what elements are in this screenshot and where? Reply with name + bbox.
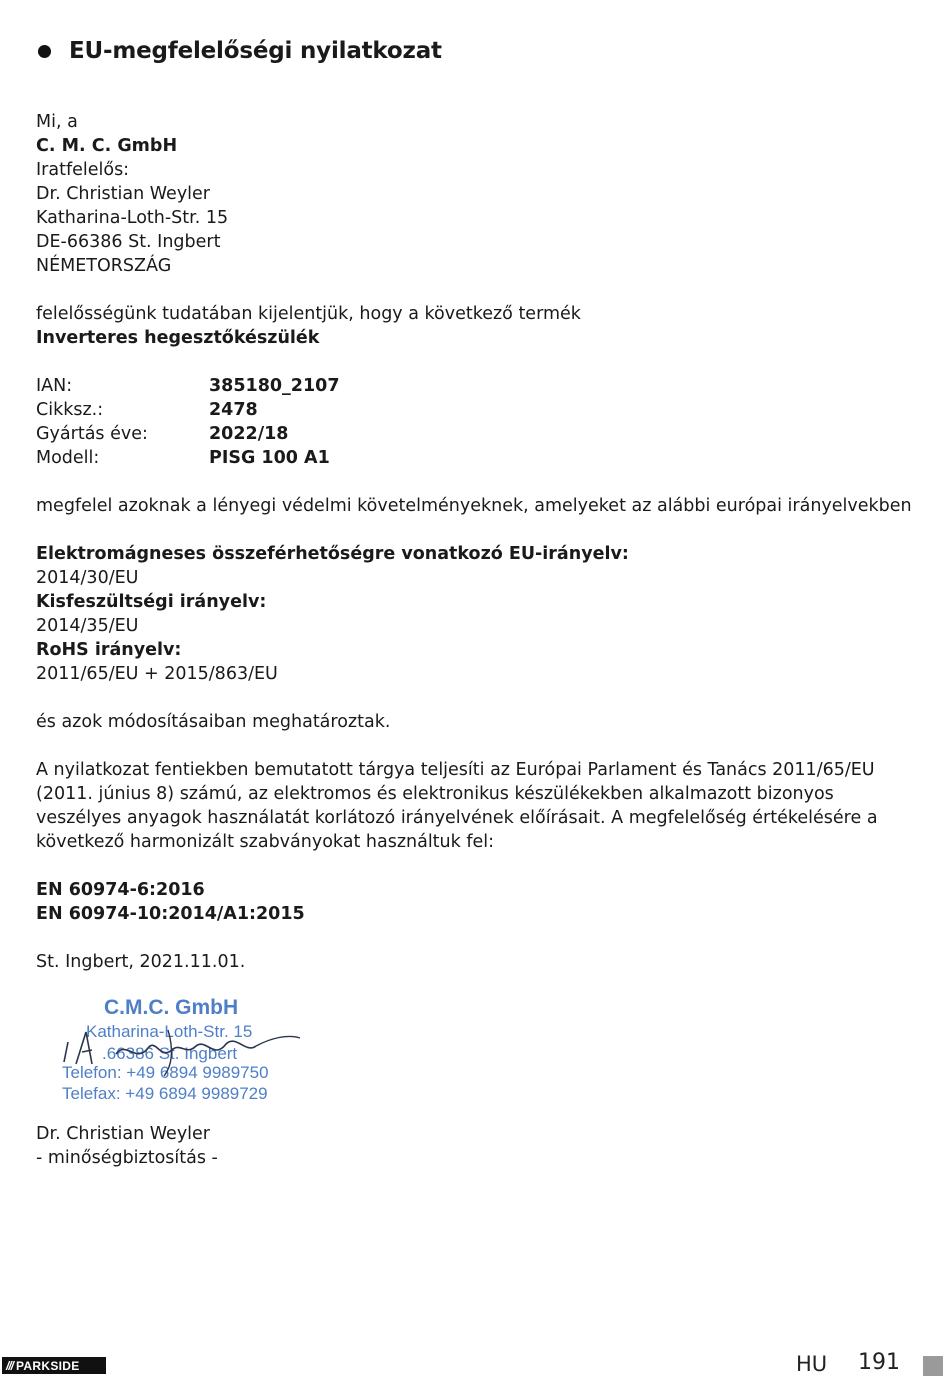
conformity-text: megfelel azoknak a lényegi védelmi követelményeknek, amelyeket az alábbi európai irányelvekben [36,496,912,516]
directive-code: 2014/35/EU [36,616,139,636]
signatory-role: - minőségbiztosítás - [36,1148,218,1168]
stamp-street: Katharina-Loth-Str. 15 [86,1022,253,1041]
spec-value: PISG 100 A1 [209,448,330,468]
declaration-text: felelősségünk tudatában kijelentjük, hogy a következő termék [36,304,581,324]
directive-code: 2011/65/EU + 2015/863/EU [36,664,278,684]
bullet-icon [38,45,51,58]
heading-text: EU-megfelelőségi nyilatkozat [69,38,442,64]
address-country: NÉMETORSZÁG [36,256,172,276]
page-marker [923,1356,943,1376]
signatory-name: Dr. Christian Weyler [36,1124,211,1144]
declaration-body [36,110,916,974]
stamp-city: .66386 St. Ingbert [102,1044,238,1063]
spec-value: 385180_2107 [209,376,340,396]
spec-value: 2022/18 [209,424,289,444]
amendments-text: és azok módosításaiban meghatároztak. [36,712,391,732]
language-code: HU [796,1352,828,1376]
directive-name: Elektromágneses összeférhetőségre vonatkozó EU-irányelv: [36,544,629,564]
intro-line: Mi, a [36,112,78,132]
directive-code: 2014/30/EU [36,568,139,588]
standard-item: EN 60974-10:2014/A1:2015 [36,904,305,924]
spec-label: Cikksz.: [36,400,104,420]
logo-text: PARKSIDE [16,1358,80,1373]
spec-value: 2478 [209,400,258,420]
signatory-block [36,1122,218,1170]
spec-label: Gyártás éve: [36,424,148,444]
page-title [38,38,442,64]
place-date: St. Ingbert, 2021.11.01. [36,952,246,972]
spec-label: IAN: [36,376,73,396]
address-city: DE-66386 St. Ingbert [36,232,221,252]
rohs-paragraph: A nyilatkozat fentiekben bemutatott tárgya teljesíti az Európai Parlament és Tanács 2011/65/EU (2011. június 8) számú, az elektromos és elektronikus készülékekben alkalmazott bizonyos veszélyes anyagok használatát korlátozó irányelvének előírásait. A megfelelőség értékelésére a következő harmonizált szabványokat használtuk fel: [36,760,878,852]
address-street: Katharina-Loth-Str. 15 [36,208,229,228]
product-name: Inverteres hegesztőkészülék [36,328,320,348]
logo-stripes-icon: /// [6,1358,14,1373]
directive-name: Kisfeszültségi irányelv: [36,592,267,612]
spec-row-year [36,422,916,446]
page-number: 191 [858,1350,900,1375]
directive-name: RoHS irányelv: [36,640,182,660]
stamp-fax: Telefax: +49 6894 9989729 [62,1084,268,1103]
stamp-company: C.M.C. GmbH [104,996,239,1019]
handwritten-signature [56,1020,306,1080]
spec-row-article [36,398,916,422]
stamp-phone: Telefon: +49 6894 9989750 [62,1063,269,1082]
parkside-logo [2,1357,106,1374]
standard-item: EN 60974-6:2016 [36,880,205,900]
spec-row-ian [36,374,916,398]
spec-label: Modell: [36,448,100,468]
company-name: C. M. C. GmbH [36,136,178,156]
responsible-label: Iratfelelős: [36,160,130,180]
spec-row-model [36,446,916,470]
responsible-person: Dr. Christian Weyler [36,184,211,204]
